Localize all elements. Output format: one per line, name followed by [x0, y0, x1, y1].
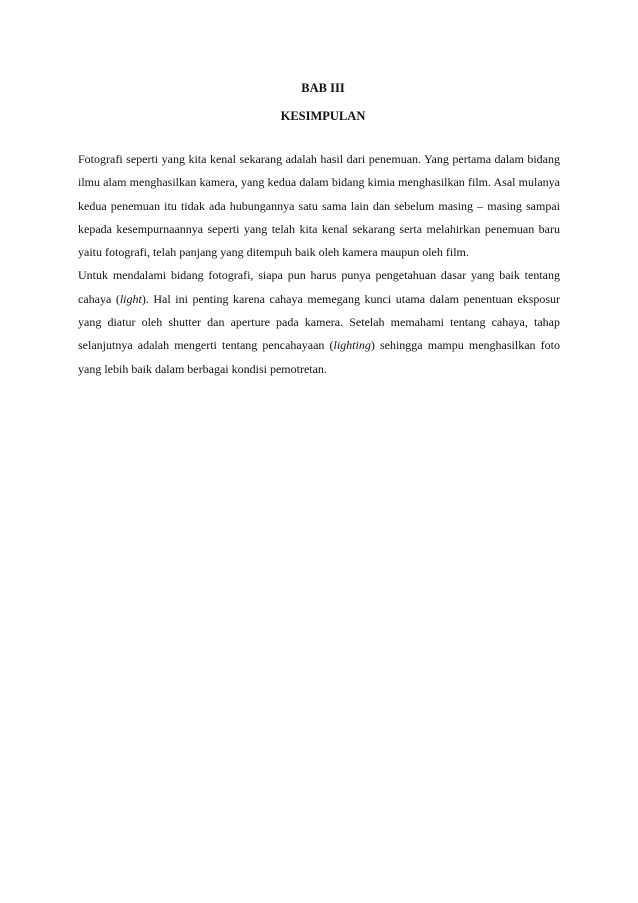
- paragraph-2-text-b: ). Hal ini penting karena cahaya memegang kunci utama dalam penentuan eksposur yang diatur oleh shutter dan aperture pada kamera. Setelah memahami tentang cahaya, tahap selanjutnya adalah mengerti tentang pencahayaan (: [78, 291, 560, 353]
- paragraph-2-text-c: ) sehingga mampu menghasilkan foto yang lebih baik dalam berbagai kondisi pemotretan.: [78, 338, 560, 376]
- paragraph-2-text-a: Untuk mendalami bidang fotografi, siapa pun harus punya pengetahuan dasar yang baik tentang cahaya (: [78, 268, 560, 306]
- paragraph-1-text: Fotografi seperti yang kita kenal sekarang adalah hasil dari penemuan. Yang pertama dalam bidang ilmu alam menghasilkan kamera, yang kedua dalam bidang kimia menghasilkan film. Asal mulanya kedua penemuan itu tidak ada hubungannya satu sama lain dan sebelum masing – masing sampai kepada kesempurnaannya seperti yang telah kita kenal sekarang serta melahirkan penemuan baru yaitu fotografi, telah panjang yang ditempuh baik oleh kamera maupun oleh film.: [78, 152, 560, 260]
- page-content: [78, 78, 560, 381]
- paragraph-1: [78, 148, 560, 264]
- term-lighting: lighting: [333, 338, 371, 353]
- term-light: light: [119, 291, 142, 306]
- chapter-heading: BAB III: [301, 81, 345, 95]
- chapter-title: KESIMPULAN: [280, 109, 366, 123]
- paragraph-2: [78, 264, 560, 380]
